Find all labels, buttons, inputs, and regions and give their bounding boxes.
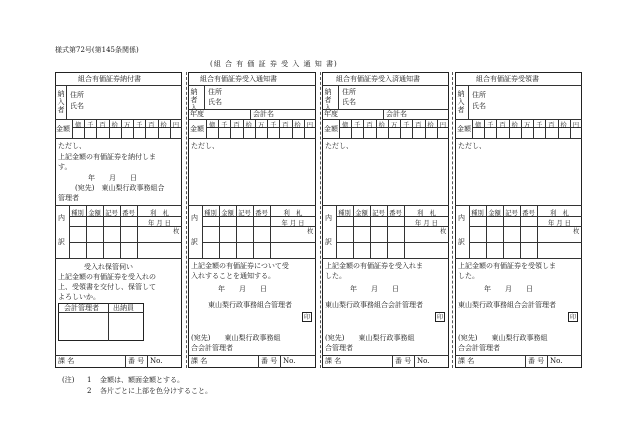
breakdown-label-char: 訳 [458, 238, 465, 246]
digit-divider [133, 119, 134, 138]
breakdown-label-char: 内 [325, 214, 332, 222]
addressee: 管理者 [58, 194, 79, 202]
digit-unit-label: 拾 [111, 122, 118, 129]
date-line: 年 月 日 [484, 285, 533, 293]
footer-divider [525, 355, 526, 368]
table-header: 利 札 [283, 210, 303, 217]
payer-label: 納入者 [57, 90, 65, 114]
digit-unit-label: 千 [270, 122, 277, 129]
body-text: す。 [58, 163, 72, 171]
date-line: 年 月 日 [218, 285, 267, 293]
digit-unit-label: 億 [74, 122, 82, 129]
digit-divider [363, 119, 364, 138]
section-label: 課 名 [325, 357, 342, 365]
digit-unit-label: 千 [221, 122, 228, 129]
digit-unit-label: 拾 [427, 122, 434, 129]
footer-divider [414, 355, 415, 368]
digit-divider [376, 119, 377, 138]
stamp-col-label: 出納員 [113, 304, 134, 312]
digit-divider [279, 119, 280, 138]
table-header: 番号 [255, 210, 268, 217]
digit-divider [121, 119, 122, 138]
amount-label: 金額 [190, 125, 204, 133]
number-label: 番 号 [261, 357, 278, 365]
breakdown-label-char: 内 [191, 214, 198, 222]
issuer-name: 東山梨行政事務組合会計管理者 [325, 301, 423, 309]
digit-unit-label: 千 [136, 122, 143, 129]
digit-divider [484, 119, 485, 138]
digit-unit-label: 万 [123, 122, 131, 129]
digit-divider [509, 119, 510, 138]
digit-divider [521, 119, 522, 138]
perforation-line [452, 72, 453, 368]
breakdown-label-char: 訳 [191, 238, 198, 246]
table-row-line [69, 216, 182, 217]
digit-unit-label: 百 [282, 122, 289, 129]
note-number: 2 [87, 387, 92, 395]
digit-unit-label: 億 [208, 122, 216, 129]
section-label: 課 名 [191, 357, 208, 365]
notice-text: 上記金額の有価証券を受領しま [458, 262, 556, 270]
digit-divider [545, 119, 546, 138]
section-label: 課 名 [458, 357, 475, 365]
digit-divider [84, 119, 85, 138]
digit-divider [533, 119, 534, 138]
date-line: 年 月 日 [350, 285, 399, 293]
table-header: 記号 [105, 210, 118, 217]
footer-line [322, 355, 449, 356]
body-text: 上記金額の有価証券を納付しま [58, 153, 156, 161]
perforation-line [186, 72, 187, 368]
table-row-line [202, 216, 316, 217]
table-header: 番号 [522, 210, 535, 217]
table-header: 利 札 [150, 210, 169, 217]
note-text: 各片ごとに上部を色分けすること。 [100, 387, 212, 395]
table-row-line [336, 242, 449, 243]
digit-divider [558, 119, 559, 138]
digit-divider [267, 119, 268, 138]
number-label: 番 号 [128, 357, 145, 365]
notice-text: した。 [458, 272, 479, 280]
breakdown-label-char: 内 [58, 214, 65, 222]
digit-unit-label: 円 [306, 122, 314, 129]
amount-label: 金額 [56, 125, 70, 133]
digit-unit-label: 拾 [378, 122, 385, 129]
account-name-label: 会計名 [386, 110, 407, 118]
table-header: 利 札 [550, 210, 569, 217]
digit-divider [170, 119, 171, 138]
digit-divider [304, 119, 305, 138]
digit-unit-label: 拾 [245, 122, 252, 129]
breakdown-label-char: 内 [458, 214, 465, 222]
date-line: 年 月 日 [88, 174, 137, 182]
table-border [455, 258, 582, 259]
address-label: 住所 [70, 91, 84, 99]
table-sheet-count: 枚 [307, 228, 314, 235]
notice-text: 上記金額の有価証券を受入れま [325, 262, 423, 270]
footer-line [188, 355, 316, 356]
table-header: 番号 [389, 210, 402, 217]
addressee: (宛先) 東山梨行政事務組 [325, 334, 415, 342]
table-row-line [469, 216, 582, 217]
payer-label: 納者入 [324, 88, 332, 112]
table-header: 金額 [221, 210, 234, 217]
digit-unit-label: 百 [499, 122, 506, 129]
digit-unit-label: 百 [366, 122, 373, 129]
fiscal-year-label: 年度 [190, 110, 204, 118]
issuer-name: 東山梨行政事務組合管理者 [208, 301, 292, 309]
digit-unit-label: 拾 [511, 122, 518, 129]
digit-unit-label: 千 [487, 122, 494, 129]
table-sub-date: 年 月 日 [281, 220, 305, 227]
digit-divider [412, 119, 413, 138]
digit-divider [96, 119, 97, 138]
digit-unit-label: 拾 [160, 122, 167, 129]
table-sheet-count: 枚 [440, 228, 447, 235]
table-row-line [69, 242, 182, 243]
note-text: 金額は、額面金額とする。 [100, 376, 184, 384]
digit-unit-label: 万 [523, 122, 531, 129]
table-sub-date: 年 月 日 [548, 220, 571, 227]
table-row-line [469, 242, 582, 243]
no-label: No. [150, 357, 163, 365]
table-border [322, 258, 449, 259]
digit-unit-label: 千 [354, 122, 361, 129]
notice-text: 上記金額の有価証券について受 [191, 262, 289, 270]
no-label: No. [417, 357, 430, 365]
table-border [55, 258, 182, 259]
table-row-line [336, 216, 449, 217]
table-border [188, 258, 316, 259]
body-text: ただし、 [325, 142, 353, 150]
receipt-text: 上記金額の有価証券を受入れの [58, 273, 156, 281]
digit-unit-label: 円 [172, 122, 180, 129]
digit-divider [158, 119, 159, 138]
digit-divider [351, 119, 352, 138]
table-header: 記号 [372, 210, 385, 217]
amount-label: 金額 [457, 125, 471, 133]
digit-divider [437, 119, 438, 138]
footer-divider [125, 355, 126, 368]
footer-line [55, 355, 182, 356]
table-header: 種別 [338, 210, 351, 217]
seal-mark: 印 [569, 314, 576, 321]
seal-mark: 印 [303, 314, 310, 321]
digit-divider [255, 119, 256, 138]
number-label: 番 号 [395, 357, 412, 365]
footer-divider [547, 355, 548, 368]
seal-mark: 印 [436, 314, 443, 321]
digit-divider [496, 119, 497, 138]
digit-divider [570, 119, 571, 138]
panel2-title: 組合有価証券受入通知書 [200, 75, 277, 83]
table-sheet-count: 枚 [173, 228, 180, 235]
digit-divider [145, 119, 146, 138]
addressee: 合会計管理者 [191, 344, 233, 352]
table-header: 番号 [122, 210, 135, 217]
addressee: (宛先) 東山梨行政事務組 [191, 334, 281, 342]
address-label: 住所 [342, 88, 356, 96]
table-header: 種別 [204, 210, 217, 217]
table-header: 記号 [505, 210, 518, 217]
breakdown-label-char: 訳 [58, 238, 65, 246]
receipt-text: よろしいか。 [58, 293, 100, 301]
digit-unit-label: 円 [572, 122, 580, 129]
footer-divider [147, 355, 148, 368]
table-row-line [202, 242, 316, 243]
name-label: 氏名 [70, 102, 84, 110]
fiscal-year-label: 年度 [324, 110, 338, 118]
table-sub-date: 年 月 日 [148, 220, 171, 227]
digit-unit-label: 百 [233, 122, 240, 129]
digit-divider [388, 119, 389, 138]
digit-unit-label: 万 [390, 122, 398, 129]
digit-unit-label: 百 [548, 122, 555, 129]
name-label: 氏名 [472, 102, 486, 110]
addressee: (宛先) 東山梨行政事務組 [458, 334, 548, 342]
footer-divider [280, 355, 281, 368]
receipt-text: 上、受領書を交付し、保管して [58, 283, 156, 291]
notes-label: (注) [62, 376, 75, 384]
digit-unit-label: 拾 [294, 122, 301, 129]
digit-unit-label: 億 [474, 122, 482, 129]
section-label: 課 名 [58, 357, 75, 365]
digit-divider [292, 119, 293, 138]
digit-divider [230, 119, 231, 138]
digit-divider [425, 119, 426, 138]
footer-divider [392, 355, 393, 368]
addressee: (宛先) 東山梨行政事務組合 [75, 184, 165, 192]
issuer-name: 東山梨行政事務組合会計管理者 [458, 301, 556, 309]
table-header: 金額 [88, 210, 101, 217]
body-text: ただし、 [191, 142, 219, 150]
addressee: 合会計管理者 [458, 344, 500, 352]
footer-line [455, 355, 582, 356]
payer-label: 納入者 [457, 90, 465, 114]
notice-text: 入れすることを通知する。 [191, 272, 275, 280]
body-text: ただし、 [58, 142, 86, 150]
breakdown-label-char: 訳 [325, 238, 332, 246]
table-header: 金額 [355, 210, 368, 217]
address-label: 住所 [472, 91, 486, 99]
digit-divider [109, 119, 110, 138]
digit-unit-label: 百 [99, 122, 106, 129]
digit-unit-label: 千 [536, 122, 543, 129]
payer-label: 納者入 [190, 88, 198, 112]
table-sheet-count: 枚 [573, 228, 580, 235]
panel1-title: 組合有価証券納付書 [78, 75, 141, 83]
group-title: (組 合 有 価 証 券 受 入 通 知 書) [210, 60, 338, 68]
table-header: 種別 [71, 210, 84, 217]
digit-unit-label: 拾 [560, 122, 567, 129]
name-label: 氏名 [208, 98, 222, 106]
digit-unit-label: 千 [87, 122, 94, 129]
digit-divider [400, 119, 401, 138]
digit-unit-label: 億 [341, 122, 349, 129]
no-label: No. [550, 357, 563, 365]
address-label: 住所 [208, 88, 222, 96]
perforation-line [320, 72, 321, 368]
digit-unit-label: 千 [403, 122, 410, 129]
table-header: 記号 [238, 210, 251, 217]
no-label: No. [283, 357, 296, 365]
note-number: 1 [87, 376, 92, 384]
panel3-title: 組合有価証券受入済通知書 [336, 75, 420, 83]
form-number: 様式第72号(第145条関係) [55, 46, 139, 54]
table-header: 種別 [471, 210, 484, 217]
receipt-heading: 受入れ保管伺い [84, 263, 133, 271]
number-label: 番 号 [528, 357, 545, 365]
amount-label: 金額 [324, 125, 338, 133]
digit-divider [218, 119, 219, 138]
stamp-col-label: 会計管理者 [64, 304, 99, 312]
panel4-title: 組合有価証券受領書 [476, 75, 539, 83]
digit-unit-label: 円 [439, 122, 447, 129]
digit-unit-label: 百 [148, 122, 155, 129]
digit-unit-label: 万 [257, 122, 265, 129]
footer-divider [258, 355, 259, 368]
body-text: ただし、 [458, 142, 486, 150]
table-header: 金額 [488, 210, 501, 217]
addressee: 合管理者 [325, 344, 353, 352]
digit-divider [243, 119, 244, 138]
notice-text: した。 [325, 272, 346, 280]
digit-unit-label: 百 [415, 122, 422, 129]
table-sub-date: 年 月 日 [415, 220, 438, 227]
table-header: 利 札 [417, 210, 436, 217]
account-name-label: 会計名 [253, 110, 274, 118]
name-label: 氏名 [342, 98, 356, 106]
